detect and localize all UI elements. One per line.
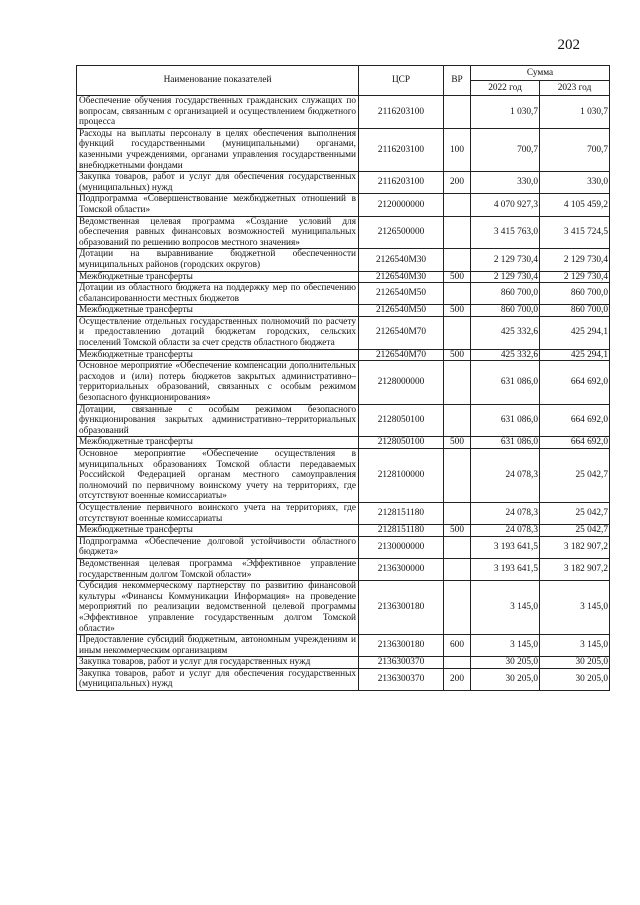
table-row xyxy=(77,216,610,249)
row-name: Закупка товаров, работ и услуг для государственных нужд xyxy=(77,657,359,669)
row-sum-2023: 3 182 907,2 xyxy=(540,558,610,580)
table-row xyxy=(77,449,610,503)
row-sum-2022: 24 078,3 xyxy=(471,449,540,503)
row-sum-2023: 3 145,0 xyxy=(540,635,610,657)
row-name: Межбюджетные трансферты xyxy=(77,349,359,361)
row-sum-2022: 24 078,3 xyxy=(471,525,540,537)
row-sum-2023: 30 205,0 xyxy=(540,657,610,669)
row-csr: 2128000000 xyxy=(359,361,444,404)
table-row xyxy=(77,668,610,690)
row-vr: 500 xyxy=(444,525,471,537)
row-vr xyxy=(444,96,471,129)
row-name: Дотации из областного бюджета на поддержку мер по обеспечению сбалансированности местных бюджетов xyxy=(77,283,359,305)
row-sum-2022: 425 332,6 xyxy=(471,349,540,361)
row-sum-2022: 425 332,6 xyxy=(471,316,540,349)
row-csr: 2126540М50 xyxy=(359,283,444,305)
row-name: Межбюджетные трансферты xyxy=(77,525,359,537)
row-sum-2022: 3 145,0 xyxy=(471,635,540,657)
row-sum-2022: 860 700,0 xyxy=(471,305,540,317)
row-csr: 2126500000 xyxy=(359,216,444,249)
row-name: Предоставление субсидий бюджетным, автономным учреждениям и иным некоммерческим организациям xyxy=(77,635,359,657)
row-csr: 2128050100 xyxy=(359,404,444,437)
row-name: Ведомственная целевая программа «Создание условий для обеспечения равных финансовых возможностей муниципальных образований по решению вопросов местного значения» xyxy=(77,216,359,249)
row-sum-2023: 700,7 xyxy=(540,128,610,171)
row-csr: 2128100000 xyxy=(359,449,444,503)
table-body xyxy=(77,96,610,691)
table-row xyxy=(77,172,610,194)
row-vr xyxy=(444,558,471,580)
row-vr: 200 xyxy=(444,668,471,690)
row-vr: 600 xyxy=(444,635,471,657)
row-sum-2022: 631 086,0 xyxy=(471,404,540,437)
row-vr: 500 xyxy=(444,305,471,317)
row-csr: 2116203100 xyxy=(359,128,444,171)
row-vr xyxy=(444,249,471,271)
row-name: Ведомственная целевая программа «Эффективное управление государственным долгом Томской области» xyxy=(77,558,359,580)
row-name: Основное мероприятие «Обеспечение компенсации дополнительных расходов и (или) потерь бюджетов закрытых административно–территориальных образований, связанных с особым режимом безопасного функционирования» xyxy=(77,361,359,404)
row-sum-2022: 330,0 xyxy=(471,172,540,194)
header-year-2022: 2022 год xyxy=(471,81,540,96)
row-sum-2023: 3 145,0 xyxy=(540,581,610,635)
table-row xyxy=(77,128,610,171)
row-csr: 2116203100 xyxy=(359,172,444,194)
row-sum-2022: 30 205,0 xyxy=(471,657,540,669)
row-name: Обеспечение обучения государственных гражданских служащих по вопросам, связанным с организацией и осуществлением бюджетного процесса xyxy=(77,96,359,129)
row-vr xyxy=(444,536,471,558)
table-row xyxy=(77,657,610,669)
row-vr xyxy=(444,194,471,216)
table-row xyxy=(77,536,610,558)
table-row xyxy=(77,349,610,361)
row-name: Межбюджетные трансферты xyxy=(77,305,359,317)
row-name: Расходы на выплаты персоналу в целях обеспечения выполнения функций государственными (муниципальными) органами, казенными учреждениями, органами управления государственными внебюджетными фондами xyxy=(77,128,359,171)
row-sum-2022: 631 086,0 xyxy=(471,437,540,449)
row-sum-2023: 25 042,7 xyxy=(540,449,610,503)
row-csr: 2136300370 xyxy=(359,668,444,690)
row-vr: 500 xyxy=(444,437,471,449)
row-name: Закупка товаров, работ и услуг для обеспечения государственных (муниципальных) нужд xyxy=(77,172,359,194)
row-sum-2023: 25 042,7 xyxy=(540,502,610,524)
row-sum-2022: 3 145,0 xyxy=(471,581,540,635)
row-sum-2023: 3 182 907,2 xyxy=(540,536,610,558)
row-sum-2023: 4 105 459,2 xyxy=(540,194,610,216)
row-sum-2023: 3 415 724,5 xyxy=(540,216,610,249)
table-row xyxy=(77,502,610,524)
row-sum-2023: 2 129 730,4 xyxy=(540,271,610,283)
header-name: Наименование показателей xyxy=(77,66,359,96)
row-vr xyxy=(444,581,471,635)
row-sum-2023: 330,0 xyxy=(540,172,610,194)
row-name: Закупка товаров, работ и услуг для обеспечения государственных (муниципальных) нужд xyxy=(77,668,359,690)
table-row xyxy=(77,249,610,271)
budget-table xyxy=(76,65,610,691)
row-sum-2023: 860 700,0 xyxy=(540,305,610,317)
header-year-2023: 2023 год xyxy=(540,81,610,96)
row-csr: 2136300000 xyxy=(359,558,444,580)
row-csr: 2136300180 xyxy=(359,635,444,657)
row-csr: 2126540М30 xyxy=(359,249,444,271)
table-row xyxy=(77,558,610,580)
row-vr xyxy=(444,449,471,503)
row-vr xyxy=(444,283,471,305)
row-sum-2022: 24 078,3 xyxy=(471,502,540,524)
row-vr xyxy=(444,316,471,349)
table-row xyxy=(77,96,610,129)
row-csr: 2128151180 xyxy=(359,502,444,524)
header-csr: ЦСР xyxy=(359,66,444,96)
row-name: Межбюджетные трансферты xyxy=(77,437,359,449)
row-csr: 2116203100 xyxy=(359,96,444,129)
row-sum-2022: 3 415 763,0 xyxy=(471,216,540,249)
row-name: Дотации на выравнивание бюджетной обеспеченности муниципальных районов (городских округов) xyxy=(77,249,359,271)
row-csr: 2128151180 xyxy=(359,525,444,537)
row-sum-2023: 25 042,7 xyxy=(540,525,610,537)
row-csr: 2128050100 xyxy=(359,437,444,449)
table-row xyxy=(77,437,610,449)
row-csr: 2120000000 xyxy=(359,194,444,216)
table-row xyxy=(77,271,610,283)
row-sum-2022: 3 193 641,5 xyxy=(471,536,540,558)
row-name: Подпрограмма «Обеспечение долговой устойчивости областного бюджета» xyxy=(77,536,359,558)
row-csr: 2130000000 xyxy=(359,536,444,558)
row-sum-2023: 664 692,0 xyxy=(540,404,610,437)
row-csr: 2126540М70 xyxy=(359,316,444,349)
row-csr: 2126540М70 xyxy=(359,349,444,361)
row-name: Подпрограмма «Совершенствование межбюджетных отношений в Томской области» xyxy=(77,194,359,216)
row-vr: 200 xyxy=(444,172,471,194)
table-row xyxy=(77,305,610,317)
row-csr: 2136300180 xyxy=(359,581,444,635)
row-csr: 2126540М50 xyxy=(359,305,444,317)
row-sum-2022: 700,7 xyxy=(471,128,540,171)
table-row xyxy=(77,525,610,537)
table-row xyxy=(77,283,610,305)
row-sum-2023: 425 294,1 xyxy=(540,349,610,361)
row-sum-2022: 2 129 730,4 xyxy=(471,249,540,271)
table-row xyxy=(77,635,610,657)
table-row xyxy=(77,361,610,404)
row-vr xyxy=(444,361,471,404)
header-sum: Сумма xyxy=(471,66,610,81)
row-name: Субсидия некоммерческому партнерству по развитию финансовой культуры «Финансы Коммуникации Информация» на проведение мероприятий по реализации ведомственной целевой программы «Эффективное управление государственным долгом Томской области» xyxy=(77,581,359,635)
row-sum-2022: 30 205,0 xyxy=(471,668,540,690)
row-vr: 500 xyxy=(444,271,471,283)
row-name: Осуществление первичного воинского учета на территориях, где отсутствуют военные комиссариаты xyxy=(77,502,359,524)
row-sum-2022: 631 086,0 xyxy=(471,361,540,404)
row-sum-2022: 3 193 641,5 xyxy=(471,558,540,580)
row-sum-2022: 4 070 927,3 xyxy=(471,194,540,216)
row-vr xyxy=(444,657,471,669)
header-vr: ВР xyxy=(444,66,471,96)
row-sum-2023: 1 030,7 xyxy=(540,96,610,129)
row-name: Межбюджетные трансферты xyxy=(77,271,359,283)
row-vr: 100 xyxy=(444,128,471,171)
table-row xyxy=(77,404,610,437)
row-sum-2023: 30 205,0 xyxy=(540,668,610,690)
row-sum-2023: 425 294,1 xyxy=(540,316,610,349)
row-name: Дотации, связанные с особым режимом безопасного функционирования закрытых административно–территориальных образований xyxy=(77,404,359,437)
row-sum-2022: 1 030,7 xyxy=(471,96,540,129)
page-number: 202 xyxy=(557,37,580,53)
table-header-row xyxy=(77,66,610,81)
row-vr: 500 xyxy=(444,349,471,361)
row-vr xyxy=(444,502,471,524)
row-sum-2023: 664 692,0 xyxy=(540,361,610,404)
row-name: Осуществление отдельных государственных полномочий по расчету и предоставлению дотаций бюджетам городских, сельских поселений Томской области за счет средств областного бюджета xyxy=(77,316,359,349)
table-row xyxy=(77,194,610,216)
row-vr xyxy=(444,216,471,249)
table-row xyxy=(77,316,610,349)
row-sum-2022: 860 700,0 xyxy=(471,283,540,305)
row-vr xyxy=(444,404,471,437)
row-name: Основное мероприятие «Обеспечение осуществления в муниципальных образованиях Томской области передаваемых Российской Федерацией органам местного самоуправления полномочий по первичному воинскому учету на территориях, где отсутствуют военные комиссариаты» xyxy=(77,449,359,503)
row-csr: 2126540М30 xyxy=(359,271,444,283)
table-row xyxy=(77,581,610,635)
row-csr: 2136300370 xyxy=(359,657,444,669)
row-sum-2023: 860 700,0 xyxy=(540,283,610,305)
row-sum-2023: 2 129 730,4 xyxy=(540,249,610,271)
row-sum-2022: 2 129 730,4 xyxy=(471,271,540,283)
row-sum-2023: 664 692,0 xyxy=(540,437,610,449)
